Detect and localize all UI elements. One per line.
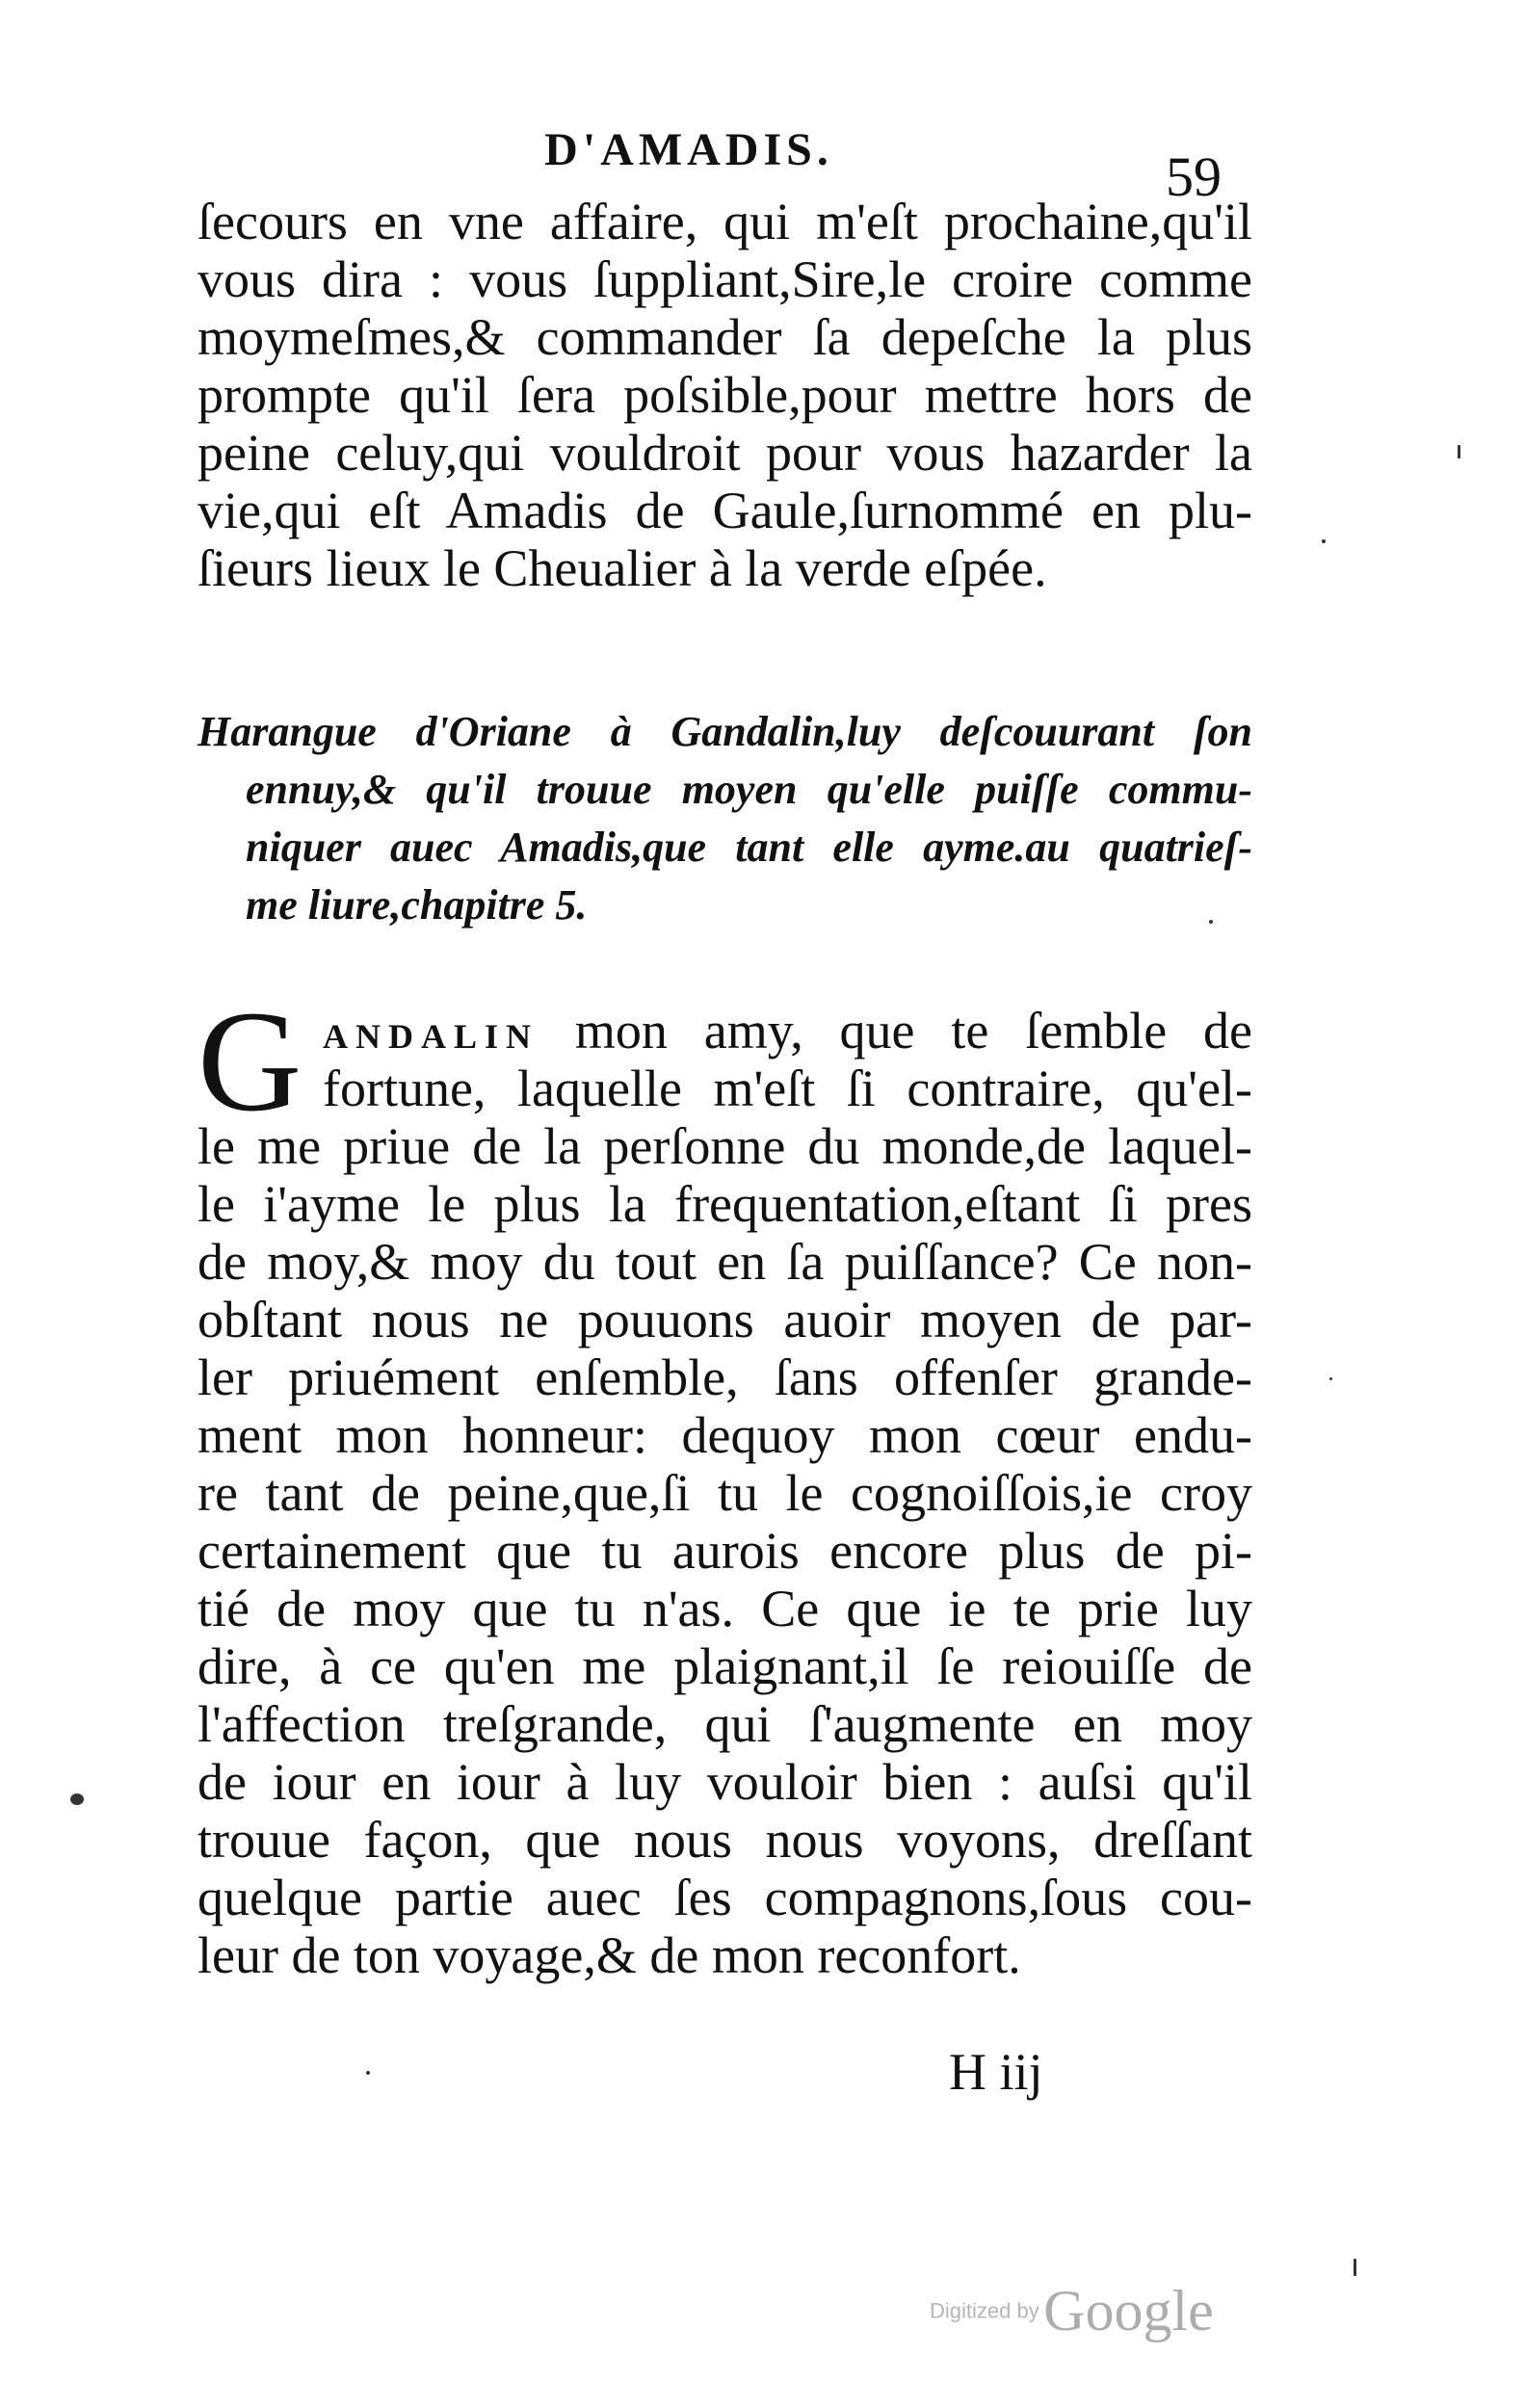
google-logo: Google — [1043, 2279, 1214, 2343]
first-line-text: mon amy, que te ſemble de — [539, 1002, 1252, 1060]
heading-line: me liure,chapitre 5. — [246, 881, 588, 929]
text-line — [197, 1002, 1252, 1060]
watermark-prefix: Digitized by — [930, 2298, 1039, 2323]
text-line: ler priuément enſemble, ſans offenſer grande- — [197, 1348, 1252, 1406]
signature-mark: H iij — [949, 2043, 1043, 2101]
ink-speck — [366, 2071, 370, 2075]
text-line: fortune, laquelle m'eſt ſi contraire, qu'el- — [323, 1060, 1252, 1117]
ink-speck — [70, 1793, 84, 1805]
text-line: trouue façon, que nous nous voyons, dreſſant — [197, 1811, 1252, 1869]
text-line: certainement que tu aurois encore plus de pi- — [197, 1522, 1252, 1580]
text-line: ment mon honneur: dequoy mon cœur endu- — [197, 1406, 1252, 1464]
section-heading — [197, 703, 1252, 934]
drop-cap: G — [197, 982, 302, 1141]
text-line: moymeſmes,& commander ſa depeſche la plus — [197, 308, 1252, 366]
text-line: le i'ayme le plus la frequentation,eſtant ſi pres — [197, 1175, 1252, 1233]
ink-speck — [1322, 539, 1326, 543]
text-line: vie,qui eſt Amadis de Gaule,ſurnommé en plu- — [197, 482, 1252, 539]
text-line: obſtant nous ne pouuons auoir moyen de par- — [197, 1291, 1252, 1348]
small-caps-word: ANDALIN — [323, 1017, 539, 1056]
text-line: de moy,& moy du tout en ſa puiſſance? Ce non- — [197, 1233, 1252, 1291]
ink-speck — [1209, 920, 1213, 924]
google-watermark — [930, 2278, 1214, 2344]
heading-line: ennuy,& qu'il trouue moyen qu'elle puiſſe commu- — [246, 766, 1252, 813]
text-line: peine celuy,qui vouldroit pour vous hazarder la — [197, 424, 1252, 482]
text-line: dire, à ce qu'en me plaignant,il ſe reiouiſſe de — [197, 1637, 1252, 1695]
page-number: 59 — [1166, 145, 1222, 208]
heading-line: niquer auec Amadis,que tant elle ayme.au quatrieſ- — [246, 824, 1252, 871]
text-line: de iour en iour à luy vouloir bien : auſsi qu'il — [197, 1753, 1252, 1811]
text-line: ſecours en vne affaire, qui m'eſt prochaine,qu'il — [197, 193, 1252, 250]
heading-line: Harangue d'Oriane à Gandalin,luy deſcouurant ſon — [197, 708, 1252, 755]
text-line: re tant de peine,que,ſi tu le cognoiſſois,ie croy — [197, 1464, 1252, 1522]
text-line: ſieurs lieux le Cheualier à la verde eſpée. — [197, 539, 1047, 597]
ink-speck — [1354, 2259, 1356, 2276]
text-line: le me priue de la perſonne du monde,de laquel- — [197, 1117, 1252, 1175]
top-paragraph — [197, 193, 1252, 597]
text-line: prompte qu'il ſera poſsible,pour mettre hors de — [197, 366, 1252, 424]
text-line: tié de moy que tu n'as. Ce que ie te prie luy — [197, 1580, 1252, 1637]
text-line: quelque partie auec ſes compagnons,ſous cou- — [197, 1869, 1252, 1926]
text-line: leur de ton voyage,& de mon reconfort. — [197, 1926, 1021, 1984]
ink-speck — [1458, 445, 1460, 458]
text-line: vous dira : vous ſuppliant,Sire,le croire comme — [197, 250, 1252, 308]
text-line: l'affection treſgrande, qui ſ'augmente en moy — [197, 1695, 1252, 1753]
ink-speck — [1329, 1377, 1332, 1380]
running-title: D'AMADIS. — [544, 124, 833, 175]
main-paragraph — [197, 982, 1252, 1984]
